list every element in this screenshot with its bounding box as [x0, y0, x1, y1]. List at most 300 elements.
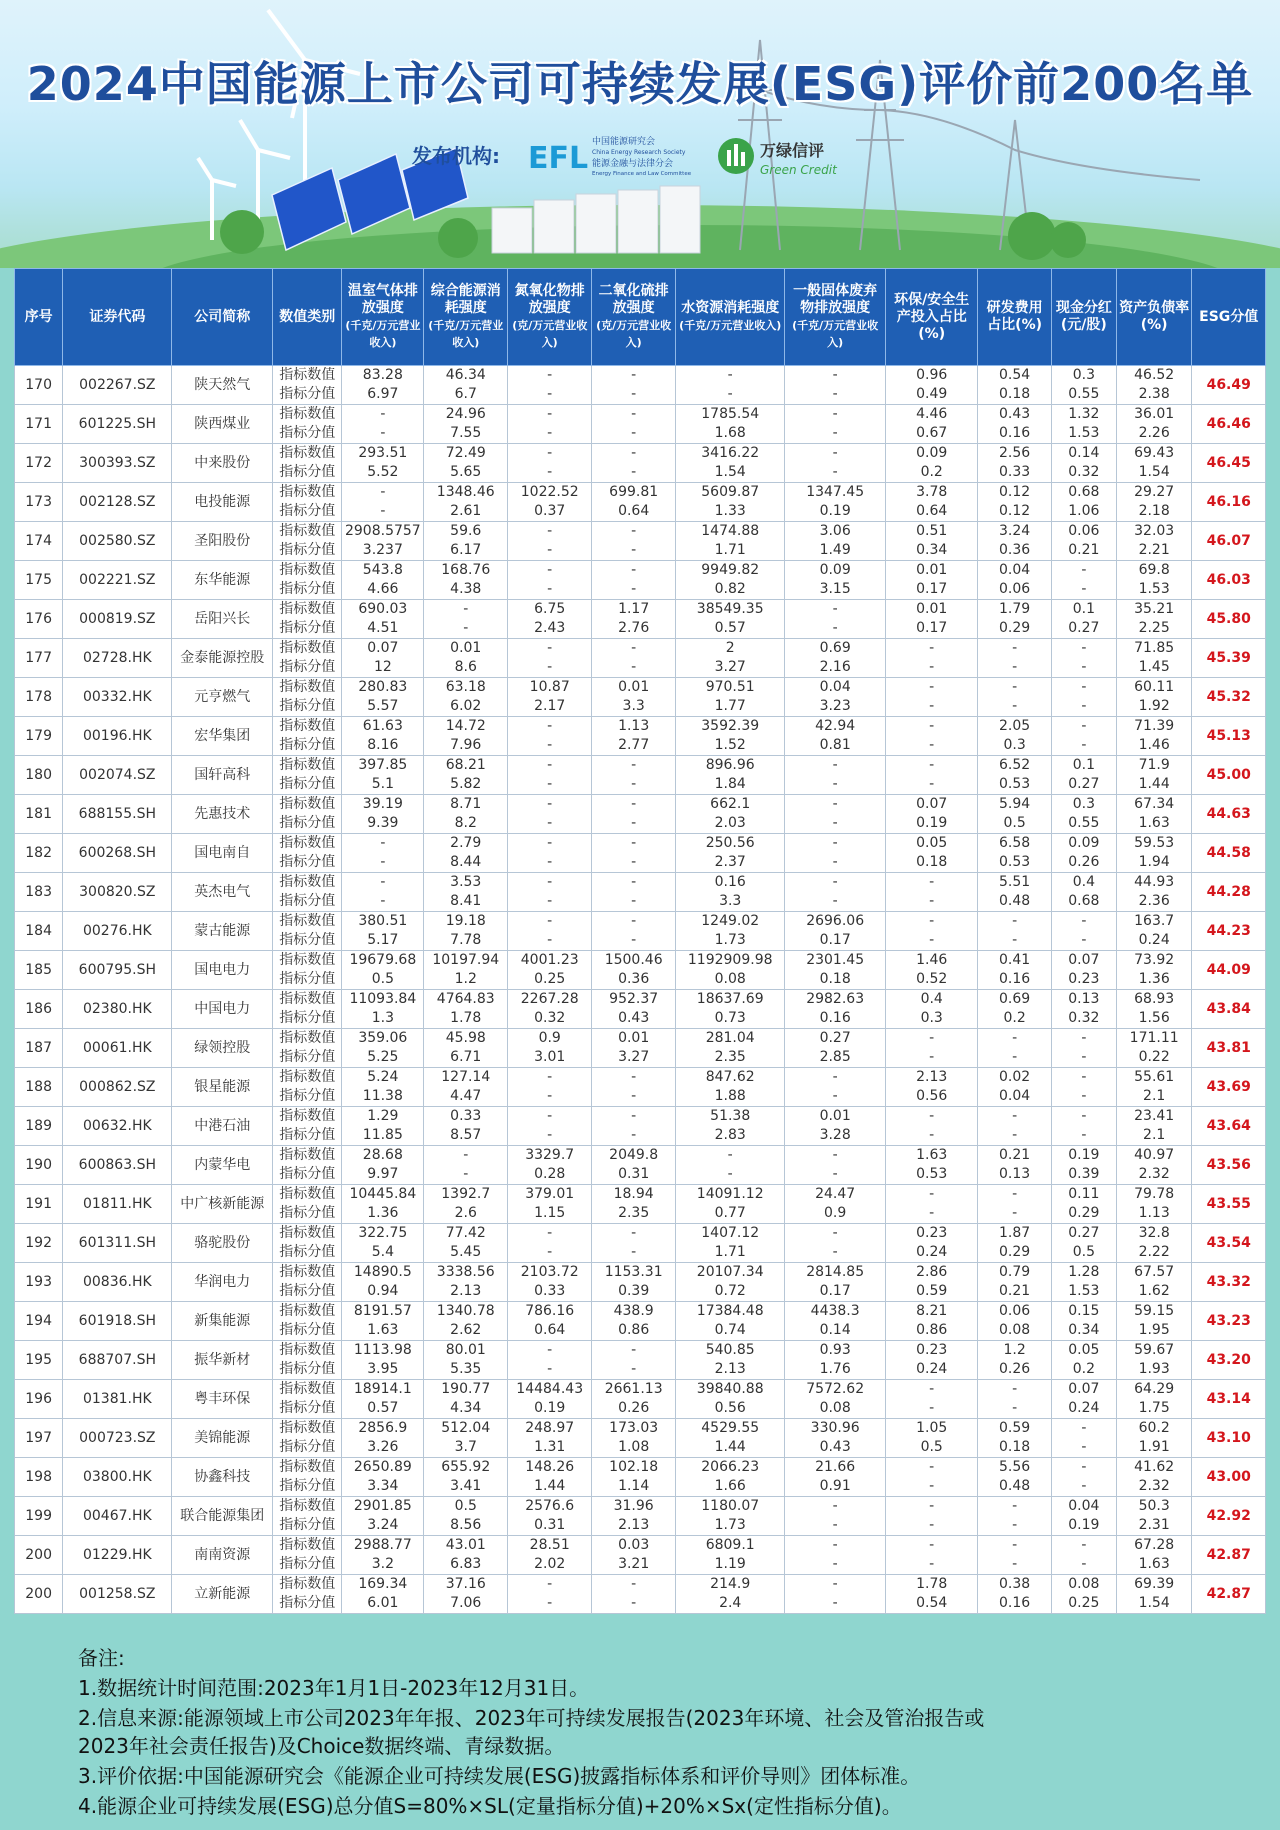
metric-score: 2.35	[714, 1049, 746, 1065]
metric-cell	[508, 600, 592, 639]
metric-cell	[886, 1497, 978, 1536]
metric-cell	[342, 990, 424, 1029]
value-type-cell	[273, 756, 342, 795]
metric-cell	[1116, 1341, 1192, 1380]
metric-score: 1.68	[714, 425, 746, 441]
metric-score: 0.31	[618, 1166, 650, 1182]
metric-value: 39.19	[362, 796, 403, 812]
metric-cell	[785, 1302, 886, 1341]
metric-value: -	[929, 1381, 935, 1397]
rank-cell: 172	[15, 444, 63, 483]
metric-cell	[342, 1575, 424, 1614]
metric-value: 0.79	[999, 1264, 1031, 1280]
metric-score: 0.53	[999, 854, 1031, 870]
metric-value: 18.94	[613, 1186, 654, 1202]
metric-value: 0.96	[916, 367, 948, 383]
metric-value: 0.04	[1068, 1498, 1100, 1514]
company-name-cell: 粤丰环保	[172, 1380, 273, 1419]
value-type-cell	[273, 1029, 342, 1068]
metric-value: 2.13	[916, 1069, 948, 1085]
metric-value: -	[832, 1537, 838, 1553]
column-header	[978, 269, 1051, 366]
metric-value: 1.78	[916, 1576, 948, 1592]
metric-cell	[342, 1380, 424, 1419]
metric-cell	[978, 1224, 1051, 1263]
metric-score: 0.43	[819, 1439, 851, 1455]
metric-cell	[1051, 1107, 1116, 1146]
type-label-value: 指标数值	[279, 367, 336, 383]
metric-value: -	[1081, 562, 1087, 578]
metric-cell	[1116, 1224, 1192, 1263]
metric-score: 0.24	[1068, 1400, 1100, 1416]
metric-cell	[342, 1419, 424, 1458]
metric-cell	[592, 1575, 676, 1614]
metric-value: 1.28	[1068, 1264, 1100, 1280]
metric-score: 5.65	[450, 464, 482, 480]
metric-value: 1180.07	[701, 1498, 760, 1514]
value-type-cell	[273, 1536, 342, 1575]
type-label-value: 指标数值	[279, 718, 336, 734]
svg-text:万绿信评: 万绿信评	[760, 141, 825, 160]
metric-value: -	[1081, 1420, 1087, 1436]
metric-value: 69.43	[1134, 445, 1175, 461]
metric-score: -	[547, 737, 553, 753]
metric-cell	[978, 1263, 1051, 1302]
metric-cell	[978, 1146, 1051, 1185]
metric-cell	[424, 1575, 508, 1614]
metric-cell	[886, 990, 978, 1029]
metric-value: 0.3	[1072, 796, 1095, 812]
metric-cell	[592, 756, 676, 795]
metric-value: 0.07	[1068, 952, 1100, 968]
company-name-cell: 中国电力	[172, 990, 273, 1029]
metric-score: 1.3	[371, 1010, 394, 1026]
metric-value: 699.81	[609, 484, 659, 500]
metric-score: 8.2	[454, 815, 477, 831]
rank-cell: 193	[15, 1263, 63, 1302]
metric-cell	[676, 600, 785, 639]
metric-value: 0.13	[1068, 991, 1100, 1007]
metric-cell	[978, 1497, 1051, 1536]
metric-cell	[676, 1536, 785, 1575]
rank-cell: 190	[15, 1146, 63, 1185]
notes-title: 备注:	[78, 1646, 125, 1670]
metric-value: 29.27	[1134, 484, 1175, 500]
metric-score: 2.4	[719, 1595, 742, 1611]
metric-score: 1.2	[454, 971, 477, 987]
metric-value: 397.85	[358, 757, 408, 773]
value-type-cell	[273, 561, 342, 600]
rank-cell: 184	[15, 912, 63, 951]
metric-score: 0.37	[534, 503, 566, 519]
metric-cell	[1116, 600, 1192, 639]
metric-score: 1.44	[534, 1478, 566, 1494]
metric-value: 32.03	[1134, 523, 1175, 539]
metric-cell	[592, 561, 676, 600]
metric-value: -	[1012, 1030, 1018, 1046]
esg-score-cell: 44.28	[1192, 873, 1266, 912]
column-header-title: 氮氧化物排放强度	[514, 283, 585, 316]
metric-score: -	[929, 1478, 935, 1494]
metric-score: 1.44	[714, 1439, 746, 1455]
metric-cell	[1116, 1302, 1192, 1341]
stock-code-cell: 600863.SH	[63, 1146, 172, 1185]
metric-cell	[676, 405, 785, 444]
metric-score: -	[631, 1361, 637, 1377]
metric-cell	[424, 600, 508, 639]
metric-score: 3.2	[371, 1556, 394, 1572]
metric-cell	[424, 1107, 508, 1146]
metric-score: 0.29	[999, 620, 1031, 636]
metric-cell	[1051, 1029, 1116, 1068]
metric-score: 1.53	[1068, 1283, 1100, 1299]
metric-cell	[592, 1029, 676, 1068]
metric-score: 2.62	[450, 1322, 482, 1338]
metric-value: -	[631, 367, 637, 383]
metric-cell	[785, 1497, 886, 1536]
metric-score: -	[631, 1127, 637, 1143]
metric-cell	[592, 1068, 676, 1107]
metric-cell	[342, 1497, 424, 1536]
metric-score: 2.6	[454, 1205, 477, 1221]
metric-cell	[508, 1029, 592, 1068]
metric-score: 0.55	[1068, 815, 1100, 831]
metric-cell	[592, 1302, 676, 1341]
metric-cell	[978, 1458, 1051, 1497]
metric-cell	[785, 366, 886, 405]
value-type-cell	[273, 1458, 342, 1497]
company-name-cell: 先惠技术	[172, 795, 273, 834]
metric-score: 9.39	[367, 815, 399, 831]
column-header-title: 公司简称	[194, 308, 251, 325]
metric-score: 0.23	[1068, 971, 1100, 987]
metric-score: 0.53	[916, 1166, 948, 1182]
metric-value: 248.97	[525, 1420, 575, 1436]
type-label-value: 指标数值	[279, 601, 336, 617]
company-name-cell: 国电电力	[172, 951, 273, 990]
metric-score: 5.82	[450, 776, 482, 792]
metric-value: 8.21	[916, 1303, 948, 1319]
metric-score: 0.25	[1068, 1595, 1100, 1611]
metric-score: 1.19	[714, 1556, 746, 1572]
metric-value: 540.85	[705, 1342, 755, 1358]
metric-score: 0.32	[534, 1010, 566, 1026]
metric-score: 0.64	[916, 503, 948, 519]
metric-cell	[785, 1419, 886, 1458]
metric-score: 0.94	[367, 1283, 399, 1299]
metric-score: -	[832, 425, 838, 441]
metric-cell	[676, 444, 785, 483]
column-header	[592, 269, 676, 366]
metric-value: 46.34	[445, 367, 486, 383]
metric-cell	[886, 1146, 978, 1185]
metric-value: 43.01	[445, 1537, 486, 1553]
metric-score: 3.21	[618, 1556, 650, 1572]
metric-score: 8.41	[450, 893, 482, 909]
esg-score-cell: 43.00	[1192, 1458, 1266, 1497]
metric-value: 2066.23	[701, 1459, 760, 1475]
stock-code-cell: 00632.HK	[63, 1107, 172, 1146]
metric-score: 0.25	[534, 971, 566, 987]
metric-score: 1.91	[1138, 1439, 1170, 1455]
rank-cell: 187	[15, 1029, 63, 1068]
metric-cell	[342, 1341, 424, 1380]
metric-value: 71.9	[1138, 757, 1170, 773]
metric-value: 50.3	[1138, 1498, 1170, 1514]
metric-cell	[676, 756, 785, 795]
metric-score: 0.22	[1138, 1049, 1170, 1065]
metric-value: 1153.31	[604, 1264, 663, 1280]
metric-score: 3.26	[367, 1439, 399, 1455]
metric-cell	[978, 951, 1051, 990]
metric-value: -	[547, 1576, 553, 1592]
rank-cell: 200	[15, 1536, 63, 1575]
esg-score-cell: 45.32	[1192, 678, 1266, 717]
metric-score: 0.54	[916, 1595, 948, 1611]
metric-value: 59.67	[1134, 1342, 1175, 1358]
metric-cell	[1051, 1497, 1116, 1536]
metric-score: 3.27	[714, 659, 746, 675]
metric-score: 2.61	[450, 503, 482, 519]
company-name-cell: 国轩高科	[172, 756, 273, 795]
metric-value: 0.68	[1068, 484, 1100, 500]
metric-value: -	[380, 406, 386, 422]
metric-cell	[1116, 561, 1192, 600]
metric-value: 0.38	[999, 1576, 1031, 1592]
value-type-cell	[273, 1575, 342, 1614]
metric-value: 0.12	[999, 484, 1031, 500]
note-line: 4.能源企业可持续发展(ESG)总分值S=80%×SL(定量指标分值)+20%×Sx(定性指标分值)。	[78, 1794, 902, 1818]
column-header-unit: (克/万元营业收入)	[596, 319, 672, 349]
table-row	[15, 951, 1266, 990]
svg-text:中国能源研究会: 中国能源研究会	[592, 137, 656, 147]
stock-code-cell: 002580.SZ	[63, 522, 172, 561]
metric-score: 0.32	[1068, 1010, 1100, 1026]
metric-cell	[424, 561, 508, 600]
metric-value: -	[631, 1069, 637, 1085]
metric-cell	[1116, 1536, 1192, 1575]
metric-value: 7572.62	[806, 1381, 865, 1397]
stock-code-cell: 02728.HK	[63, 639, 172, 678]
metric-score: 0.73	[714, 1010, 746, 1026]
type-label-value: 指标数值	[279, 1069, 336, 1085]
metric-value: 1.63	[916, 1147, 948, 1163]
metric-cell	[508, 1146, 592, 1185]
metric-cell	[1116, 522, 1192, 561]
metric-value: 0.15	[1068, 1303, 1100, 1319]
metric-cell	[978, 444, 1051, 483]
metric-cell	[1051, 1185, 1116, 1224]
table-row	[15, 1536, 1266, 1575]
metric-value: -	[631, 1576, 637, 1592]
metric-score: -	[1081, 932, 1087, 948]
metric-cell	[1116, 1263, 1192, 1302]
metric-score: 0.19	[916, 815, 948, 831]
metric-cell	[592, 1458, 676, 1497]
metric-cell	[1051, 912, 1116, 951]
type-label-value: 指标数值	[279, 1030, 336, 1046]
metric-score: -	[631, 464, 637, 480]
metric-value: 69.8	[1138, 562, 1170, 578]
metric-cell	[785, 873, 886, 912]
table-row	[15, 366, 1266, 405]
type-label-score: 指标分值	[279, 1361, 336, 1377]
metric-score: -	[380, 425, 386, 441]
table-row	[15, 1341, 1266, 1380]
metric-value: -	[832, 406, 838, 422]
metric-value: 19679.68	[349, 952, 417, 968]
metric-cell	[424, 756, 508, 795]
esg-score-cell: 44.63	[1192, 795, 1266, 834]
column-header-unit: (克/万元营业收入)	[512, 319, 588, 349]
metric-score: 0.64	[618, 503, 650, 519]
metric-value: 127.14	[441, 1069, 491, 1085]
rank-cell: 199	[15, 1497, 63, 1536]
rank-cell: 186	[15, 990, 63, 1029]
metric-cell	[592, 951, 676, 990]
metric-value: -	[547, 874, 553, 890]
type-label-score: 指标分值	[279, 386, 336, 402]
metric-score: 5.57	[367, 698, 399, 714]
metric-value: 1348.46	[436, 484, 495, 500]
rank-cell: 183	[15, 873, 63, 912]
metric-cell	[978, 912, 1051, 951]
metric-cell	[886, 1419, 978, 1458]
note-line: 2023年社会责任报告)及Choice数据终端、青绿数据。	[78, 1734, 565, 1758]
rank-cell: 170	[15, 366, 63, 405]
metric-value: 6.75	[534, 601, 566, 617]
type-label-value: 指标数值	[279, 1186, 336, 1202]
metric-score: -	[631, 581, 637, 597]
metric-score: -	[832, 1166, 838, 1182]
column-header	[508, 269, 592, 366]
metric-value: -	[832, 1498, 838, 1514]
metric-score: -	[1081, 1127, 1087, 1143]
metric-value: 0.9	[538, 1030, 561, 1046]
metric-cell	[1051, 1224, 1116, 1263]
table-row	[15, 600, 1266, 639]
metric-value: -	[929, 1108, 935, 1124]
metric-cell	[785, 600, 886, 639]
esg-score-cell: 43.20	[1192, 1341, 1266, 1380]
metric-cell	[424, 1536, 508, 1575]
metric-score: 0.26	[1068, 854, 1100, 870]
metric-cell	[1051, 795, 1116, 834]
metric-score: 2.32	[1138, 1166, 1170, 1182]
esg-score-cell: 43.69	[1192, 1068, 1266, 1107]
metric-value: 23.41	[1134, 1108, 1175, 1124]
metric-score: 2.35	[618, 1205, 650, 1221]
rank-cell: 176	[15, 600, 63, 639]
metric-value: 4764.83	[436, 991, 495, 1007]
metric-cell	[978, 1419, 1051, 1458]
metric-value: -	[631, 523, 637, 539]
metric-cell	[886, 1380, 978, 1419]
metric-value: 0.41	[999, 952, 1031, 968]
rank-cell: 188	[15, 1068, 63, 1107]
metric-value: 2988.77	[353, 1537, 412, 1553]
column-header-title: ESG分值	[1199, 308, 1259, 325]
metric-score: 2.13	[618, 1517, 650, 1533]
esg-score-cell: 42.92	[1192, 1497, 1266, 1536]
metric-cell	[342, 1302, 424, 1341]
metric-cell	[342, 1263, 424, 1302]
metric-score: 0.24	[916, 1361, 948, 1377]
metric-value: -	[832, 445, 838, 461]
metric-score: 0.64	[534, 1322, 566, 1338]
metric-cell	[978, 405, 1051, 444]
metric-score: 1.44	[1138, 776, 1170, 792]
type-label-value: 指标数值	[279, 1459, 336, 1475]
metric-cell	[785, 1029, 886, 1068]
stock-code-cell: 300393.SZ	[63, 444, 172, 483]
metric-value: 24.96	[445, 406, 486, 422]
column-header	[15, 269, 63, 366]
rank-cell: 192	[15, 1224, 63, 1263]
metric-cell	[508, 834, 592, 873]
metric-score: -	[832, 1244, 838, 1260]
metric-cell	[1051, 1419, 1116, 1458]
metric-score: 1.49	[819, 542, 851, 558]
metric-value: 1407.12	[701, 1225, 760, 1241]
metric-value: 0.1	[1072, 757, 1095, 773]
metric-value: -	[547, 562, 553, 578]
metric-cell	[886, 795, 978, 834]
metric-score: 6.17	[450, 542, 482, 558]
metric-score: 2.13	[450, 1283, 482, 1299]
metric-value: 63.18	[445, 679, 486, 695]
metric-cell	[424, 1263, 508, 1302]
rank-cell: 191	[15, 1185, 63, 1224]
type-label-value: 指标数值	[279, 1498, 336, 1514]
svg-text:Energy Finance and Law Committ: Energy Finance and Law Committee	[592, 171, 692, 177]
metric-cell	[592, 990, 676, 1029]
metric-score: 3.23	[819, 698, 851, 714]
metric-value: 42.94	[815, 718, 856, 734]
metric-score: 2.76	[618, 620, 650, 636]
metric-cell	[592, 834, 676, 873]
metric-cell	[676, 834, 785, 873]
metric-score: 0.48	[999, 893, 1031, 909]
metric-score: -	[832, 386, 838, 402]
metric-value: 0.01	[916, 562, 948, 578]
company-name-cell: 南南资源	[172, 1536, 273, 1575]
metric-cell	[785, 678, 886, 717]
metric-cell	[424, 366, 508, 405]
table-row	[15, 1185, 1266, 1224]
metric-score: 0.29	[1068, 1205, 1100, 1221]
metric-value: 60.11	[1134, 679, 1175, 695]
company-name-cell: 电投能源	[172, 483, 273, 522]
rank-cell: 182	[15, 834, 63, 873]
metric-score: 1.14	[618, 1478, 650, 1494]
metric-value: 59.15	[1134, 1303, 1175, 1319]
metric-score: 0.74	[714, 1322, 746, 1338]
metric-score: 0.26	[618, 1400, 650, 1416]
table-row	[15, 1263, 1266, 1302]
metric-value: 168.76	[441, 562, 491, 578]
metric-value: 1.29	[367, 1108, 399, 1124]
esg-score-cell: 43.54	[1192, 1224, 1266, 1263]
metric-cell	[424, 990, 508, 1029]
metric-value: 4001.23	[520, 952, 579, 968]
esg-score-cell: 42.87	[1192, 1575, 1266, 1614]
metric-value: 1340.78	[436, 1303, 495, 1319]
metric-value: -	[463, 1147, 469, 1163]
metric-cell	[978, 522, 1051, 561]
metric-score: 0.68	[1068, 893, 1100, 909]
value-type-cell	[273, 1302, 342, 1341]
